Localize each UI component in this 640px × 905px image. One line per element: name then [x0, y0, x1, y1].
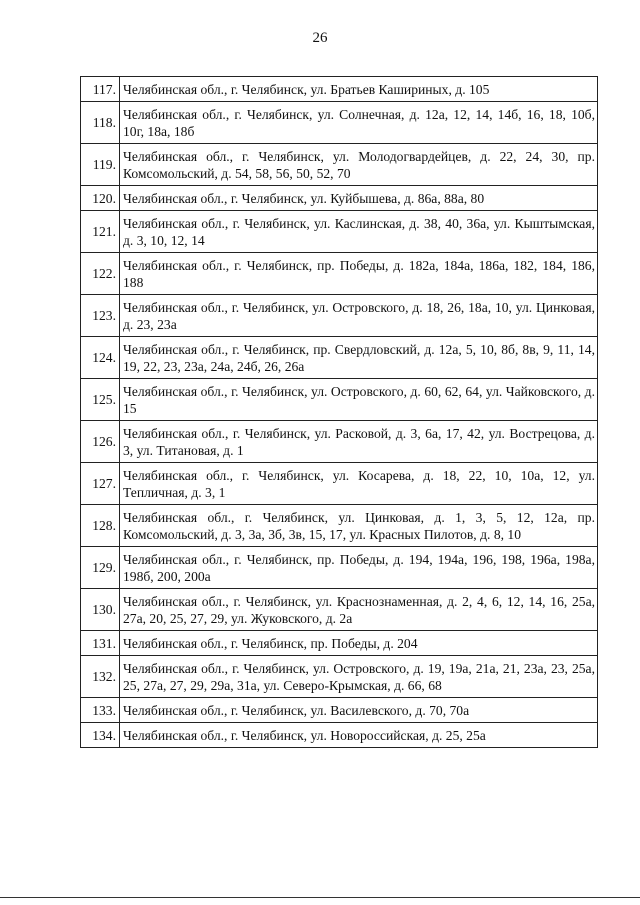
table-row — [81, 505, 598, 547]
row-address: Челябинская обл., г. Челябинск, ул. Расковой, д. 3, 6а, 17, 42, ул. Вострецова, д. 3, ул. Титановая, д. 1 — [120, 421, 598, 463]
row-number: 123. — [81, 295, 120, 337]
row-number: 133. — [81, 698, 120, 723]
row-number: 117. — [81, 77, 120, 102]
table-row — [81, 631, 598, 656]
row-address: Челябинская обл., г. Челябинск, ул. Краснознаменная, д. 2, 4, 6, 12, 14, 16, 25а, 27а, 20, 25, 27, 29, ул. Жуковского, д. 2а — [120, 589, 598, 631]
row-address: Челябинская обл., г. Челябинск, ул. Братьев Кашириных, д. 105 — [120, 77, 598, 102]
row-number: 120. — [81, 186, 120, 211]
row-number: 122. — [81, 253, 120, 295]
table-row — [81, 698, 598, 723]
table-row — [81, 186, 598, 211]
table-row — [81, 547, 598, 589]
row-address: Челябинская обл., г. Челябинск, ул. Новороссийская, д. 25, 25а — [120, 723, 598, 748]
row-address: Челябинская обл., г. Челябинск, ул. Островского, д. 19, 19а, 21а, 21, 23а, 23, 25а, 25, 27а, 27, 29, 29а, 31а, ул. Северо-Крымская, д. 66, 68 — [120, 656, 598, 698]
row-address: Челябинская обл., г. Челябинск, ул. Солнечная, д. 12а, 12, 14, 14б, 16, 18, 10б, 10г, 18а, 18б — [120, 102, 598, 144]
row-number: 128. — [81, 505, 120, 547]
table-row — [81, 656, 598, 698]
table-row — [81, 144, 598, 186]
row-number: 125. — [81, 379, 120, 421]
row-number: 126. — [81, 421, 120, 463]
row-address: Челябинская обл., г. Челябинск, пр. Победы, д. 204 — [120, 631, 598, 656]
row-number: 132. — [81, 656, 120, 698]
row-address: Челябинская обл., г. Челябинск, ул. Василевского, д. 70, 70а — [120, 698, 598, 723]
address-table — [80, 76, 598, 748]
row-address: Челябинская обл., г. Челябинск, ул. Молодогвардейцев, д. 22, 24, 30, пр. Комсомольский, д. 54, 58, 56, 50, 52, 70 — [120, 144, 598, 186]
row-address: Челябинская обл., г. Челябинск, ул. Каслинская, д. 38, 40, 36а, ул. Кыштымская, д. 3, 10, 12, 14 — [120, 211, 598, 253]
table-row — [81, 723, 598, 748]
table-row — [81, 295, 598, 337]
table-row — [81, 337, 598, 379]
address-table-body — [81, 77, 598, 748]
table-row — [81, 77, 598, 102]
table-row — [81, 421, 598, 463]
row-address: Челябинская обл., г. Челябинск, ул. Островского, д. 18, 26, 18а, 10, ул. Цинковая, д. 23, 23а — [120, 295, 598, 337]
row-number: 119. — [81, 144, 120, 186]
table-row — [81, 102, 598, 144]
row-address: Челябинская обл., г. Челябинск, ул. Куйбышева, д. 86а, 88а, 80 — [120, 186, 598, 211]
bottom-divider — [0, 897, 640, 898]
row-address: Челябинская обл., г. Челябинск, пр. Свердловский, д. 12а, 5, 10, 8б, 8в, 9, 11, 14, 19, 22, 23, 23а, 24а, 24б, 26, 26а — [120, 337, 598, 379]
table-row — [81, 253, 598, 295]
row-number: 127. — [81, 463, 120, 505]
table-row — [81, 211, 598, 253]
row-address: Челябинская обл., г. Челябинск, ул. Косарева, д. 18, 22, 10, 10а, 12, ул. Тепличная, д. 3, 1 — [120, 463, 598, 505]
page-number: 26 — [312, 30, 328, 46]
row-address: Челябинская обл., г. Челябинск, ул. Островского, д. 60, 62, 64, ул. Чайковского, д. 15 — [120, 379, 598, 421]
table-row — [81, 589, 598, 631]
row-address: Челябинская обл., г. Челябинск, ул. Цинковая, д. 1, 3, 5, 12, 12а, пр. Комсомольский, д. 3, 3а, 3б, 3в, 15, 17, ул. Красных Пилотов, д. 8, 10 — [120, 505, 598, 547]
row-number: 118. — [81, 102, 120, 144]
table-row — [81, 379, 598, 421]
row-number: 124. — [81, 337, 120, 379]
row-number: 131. — [81, 631, 120, 656]
row-address: Челябинская обл., г. Челябинск, пр. Победы, д. 194, 194а, 196, 198, 196а, 198а, 198б, 200, 200а — [120, 547, 598, 589]
row-address: Челябинская обл., г. Челябинск, пр. Победы, д. 182а, 184а, 186а, 182, 184, 186, 188 — [120, 253, 598, 295]
table-row — [81, 463, 598, 505]
row-number: 134. — [81, 723, 120, 748]
row-number: 130. — [81, 589, 120, 631]
row-number: 129. — [81, 547, 120, 589]
row-number: 121. — [81, 211, 120, 253]
